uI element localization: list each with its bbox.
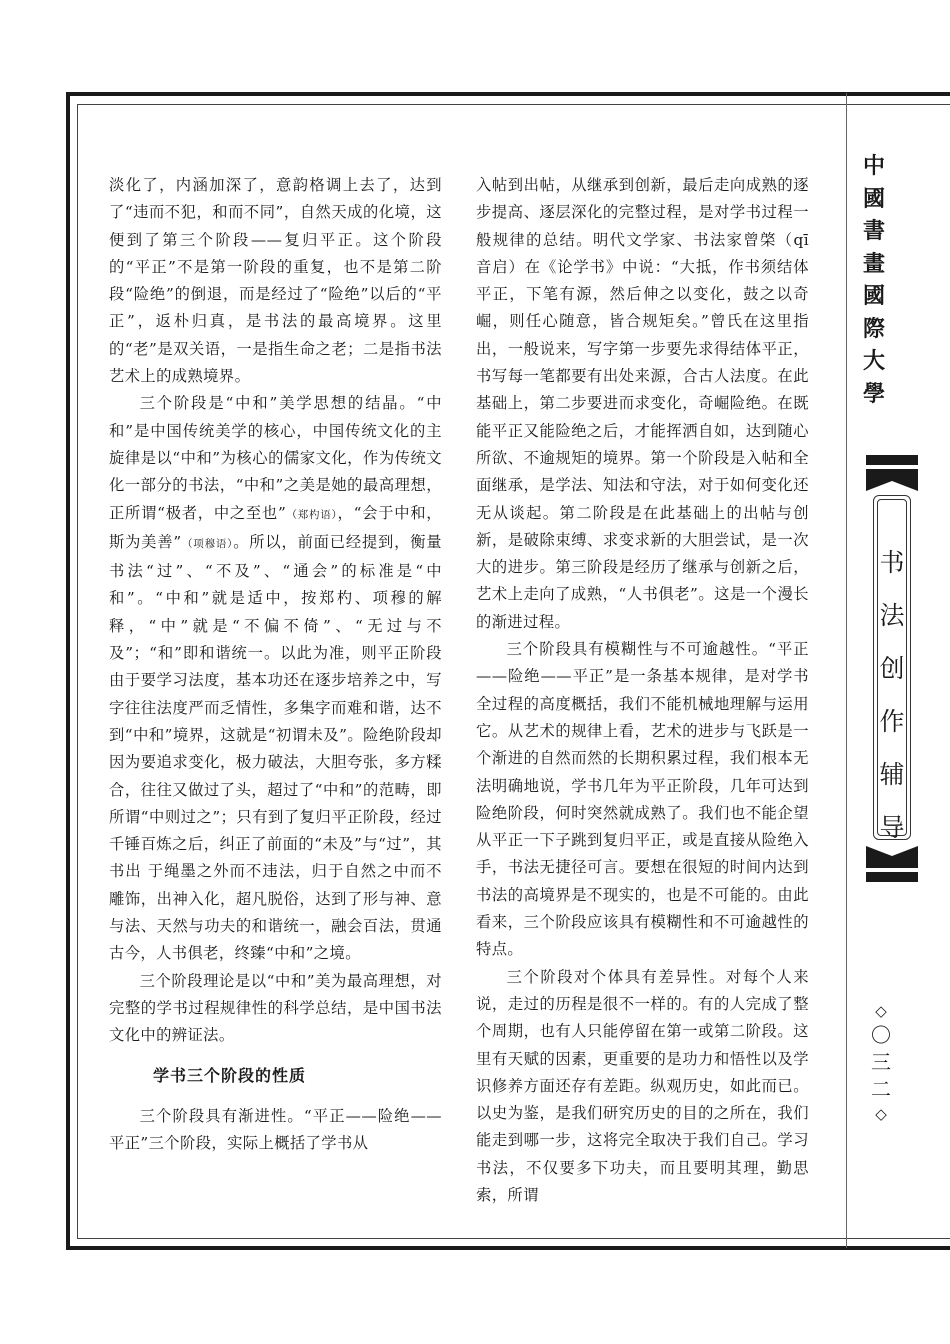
univ-char: 國 (862, 185, 885, 212)
univ-char: 畫 (862, 250, 885, 277)
section-heading: 学书三个阶段的性质 (153, 1065, 307, 1085)
series-char: 作 (879, 707, 905, 736)
page-digit: 二 (871, 1077, 891, 1101)
left-column (109, 172, 442, 1157)
diamond-icon: ◇ (875, 1105, 887, 1123)
series-char: 辅 (879, 760, 905, 789)
text-run: ，“会于中和，斯为美善” (109, 503, 442, 551)
banner-cap-bottom (862, 842, 922, 884)
diamond-icon: ◇ (875, 1002, 887, 1020)
series-char: 创 (879, 654, 905, 683)
banner-cap-top (862, 455, 922, 495)
univ-char: 學 (862, 380, 885, 407)
univ-char: 書 (862, 218, 885, 244)
univ-char: 中 (862, 153, 885, 179)
paragraph: 入帖到出帖，从继承到创新，最后走向成熟的逐步提高、逐层深化的完整过程，是对学书过程一般规律的总结。明代文学家、书法家曾棨（qī 音启）在《论学书》中说：“大抵，作书须结体平正，下笔有源，然后伸之以变化，鼓之以奇崛，则任心随意，皆合规矩矣。”曾氏在这里指出，一般说来，写字第一步要先求得结体平正，书写每一笔都要有出处来源，合古人法度。在此基础上，第二步要进而求变化，奇崛险绝。在既能平正又能险绝之后，才能挥洒自如，达到随心所欲、不逾规矩的境界。第一个阶段是入帖和全面继承，是学法、知法和守法，对于如何变化还无从谈起。第二阶段是在此基础上的出帖与创新，是破除束缚、求变求新的大胆尝试，是一次大的进步。第三阶段是经历了继承与创新之后，艺术上走向了成熟，“人书俱老”。这是一个漫长的渐进过程。 (476, 176, 809, 631)
series-char: 导 (879, 813, 905, 842)
page-digit: 〇 (871, 1023, 891, 1047)
paragraph (109, 390, 442, 967)
sidebar-rule (846, 93, 847, 1248)
series-title (866, 536, 918, 854)
university-name (856, 150, 892, 410)
univ-char: 大 (862, 348, 885, 374)
univ-char: 際 (862, 315, 885, 342)
paragraph: 三个阶段对个体具有差异性。对每个人来说，走过的历程是很不一样的。有的人完成了整个周期，也有人只能停留在第一或第二阶段。这里有天赋的因素，更重要的是功力和悟性以及学识修养方面还存有差距。纵观历史，如此而已。以史为鉴，是我们研究历史的目的之所在，我们能走到哪一步，这将完全取决于我们自己。学习书法，不仅要多下功夫，而且要明其理，勤思索，所谓 (476, 967, 809, 1204)
page-number (866, 1000, 896, 1125)
page-digit: 三 (871, 1050, 891, 1074)
citation-note: （郑杓语） (286, 508, 338, 521)
series-char: 法 (879, 601, 905, 630)
series-char: 书 (879, 548, 905, 577)
text-run: 。所以，前面已经提到，衡量书法“过”、“不及”、“通会”的标准是“中和”。“中和”就是适中，按郑杓、项穆的解释，“中”就是“不偏不倚”、“无过与不及”；“和”即和谐统一。以此为准，则平正阶段由于要学习法度，基本功还在逐步培养之中，写字往往法度严而乏情性，多集字而难和谐，达不到“中和”境界，这就是“初谓未及”。险绝阶段却因为要追求变化，极力破法，大胆夸张，多方糅合，往往又做过了头，超过了“中和”的范畴，即所谓“中则过之”；只有到了复归平正阶段，经过千锤百炼之后，纠正了前面的“未及”与“过”，其书出 于绳墨之外而不违法，归于自然之中而不雕饰，出神入化，超凡脱俗，达到了形与神、意与法、天然与功夫的和谐统一，融会百法，贯通古今，人书俱老，终臻“中和”之境。 (109, 532, 443, 963)
right-column (476, 172, 809, 1209)
paragraph: 三个阶段具有渐进性。“平正——险绝——平正”三个阶段，实际上概括了学书从 (109, 1106, 442, 1153)
citation-note: （项穆语） (181, 537, 234, 550)
paragraph: 三个阶段具有模糊性与不可逾越性。“平正——险绝——平正”是一条基本规律，是对学书全过程的高度概括，我们不能机械地理解与运用它。从艺术的规律上看，艺术的进步与飞跃是一个渐进的自然而然的长期积累过程，我们根本无法明确地说，学书几年为平正阶段，几年可达到险绝阶段，何时突然就成熟了。我们也不能企望从平正一下子跳到复归平正，或是直接从险绝入手，书法无捷径可言。要想在很短的时间内达到书法的高境界是不现实的，也是不可能的。由此看来，三个阶段应该具有模糊性和不可逾越性的特点。 (476, 640, 809, 959)
paragraph: 三个阶段理论是以“中和”美为最高理想，对完整的学书过程规律性的科学总结，是中国书法文化中的辨证法。 (109, 971, 442, 1045)
univ-char: 國 (862, 283, 885, 309)
text-run: 三个阶段是“中和”美学思想的结晶。“中和”是中国传统美学的核心，中国传统文化的主旋律是以“中和”为核心的儒家文化，作为传统文化一部分的书法，“中和”之美是她的最高理想，正所谓“极者，中之至也” (109, 394, 442, 522)
paragraph: 淡化了，内涵加深了，意韵格调上去了，达到了“违而不犯，和而不同”，自然天成的化境，这便到了第三个阶段——复归平正。这个阶段的“平正”不是第一阶段的重复，也不是第二阶段“险绝”的倒退，而是经过了“险绝”以后的“平正”，返朴归真，是书法的最高境界。这里的“老”是双关语，一是指生命之老；二是指书法艺术上的成熟境界。 (109, 176, 442, 386)
